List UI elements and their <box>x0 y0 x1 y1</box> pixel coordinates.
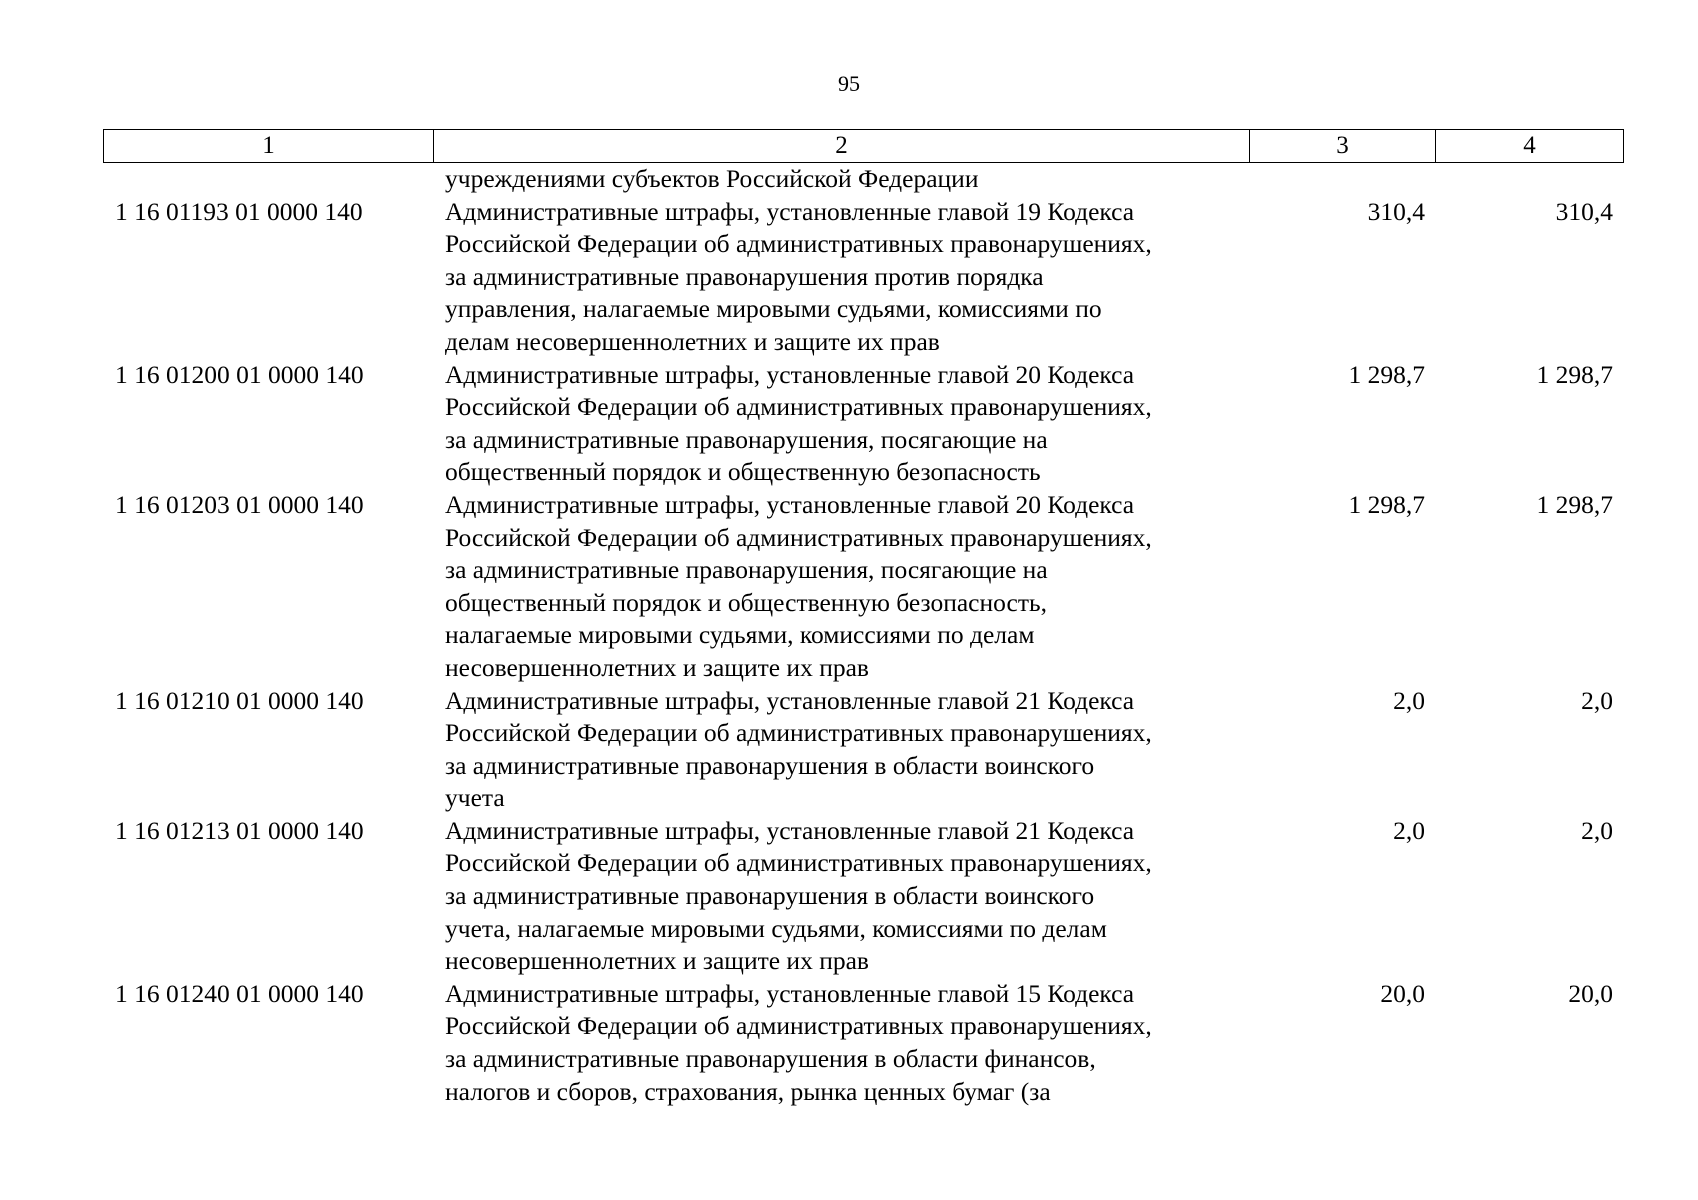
row-value-col3: 1 298,7 <box>1348 359 1425 389</box>
row-value-col4: 310,4 <box>1555 196 1613 226</box>
row-value-col3: 1 298,7 <box>1348 489 1425 519</box>
row-value-col4: 2,0 <box>1581 685 1613 715</box>
row-description: Административные штрафы, установленные главой 20 Кодекса Российской Федерации об административных правонарушениях, за административные правонарушения, посягающие на общественный порядок и общественную безопасность, налагаемые мировыми судьями, комиссиями по делам несовершеннолетних и защите их прав <box>445 489 1152 682</box>
table-row <box>103 196 1623 359</box>
row-value-col3: 2,0 <box>1393 685 1425 715</box>
table-row <box>103 978 1623 1108</box>
continuation-code-cell <box>103 163 433 196</box>
row-code: 1 16 01203 01 0000 140 <box>115 489 364 519</box>
row-description: Административные штрафы, установленные главой 20 Кодекса Российской Федерации об административных правонарушениях, за административные правонарушения, посягающие на общественный порядок и общественную безопасность <box>445 359 1152 487</box>
header-col-2: 2 <box>434 130 1250 163</box>
row-value-col4: 1 298,7 <box>1536 359 1613 389</box>
table-row <box>103 359 1623 489</box>
header-col-1: 1 <box>104 130 434 163</box>
row-description: Административные штрафы, установленные главой 21 Кодекса Российской Федерации об административных правонарушениях, за административные правонарушения в области воинского учета, налагаемые мировыми судьями, комиссиями по делам несовершеннолетних и защите их прав <box>445 815 1152 976</box>
row-code: 1 16 01213 01 0000 140 <box>115 815 364 845</box>
row-value-col3: 2,0 <box>1393 815 1425 845</box>
table-row <box>103 685 1623 815</box>
row-description: Административные штрафы, установленные главой 19 Кодекса Российской Федерации об административных правонарушениях, за административные правонарушения против порядка управления, налагаемые мировыми судьями, комиссиями по делам несовершеннолетних и защите их прав <box>445 196 1152 356</box>
page-number: 95 <box>838 71 860 96</box>
row-value-col3: 20,0 <box>1380 978 1425 1008</box>
row-value-col3: 310,4 <box>1367 196 1425 226</box>
row-code: 1 16 01200 01 0000 140 <box>115 359 364 389</box>
continuation-text: учреждениями субъектов Российской Федерации <box>445 164 979 193</box>
row-value-col4: 20,0 <box>1568 978 1613 1008</box>
row-code: 1 16 01193 01 0000 140 <box>115 196 363 226</box>
table-header <box>103 129 1624 163</box>
table-row <box>103 815 1623 978</box>
row-code: 1 16 01210 01 0000 140 <box>115 685 364 715</box>
row-description: Административные штрафы, установленные главой 15 Кодекса Российской Федерации об административных правонарушениях, за административные правонарушения в области финансов, налогов и сборов, страхования, рынка ценных бумаг (за <box>445 978 1152 1106</box>
row-description: Административные штрафы, установленные главой 21 Кодекса Российской Федерации об административных правонарушениях, за административные правонарушения в области воинского учета <box>445 685 1152 813</box>
header-col-3: 3 <box>1250 130 1436 163</box>
table-row <box>103 489 1623 685</box>
header-row <box>104 130 1624 163</box>
continuation-row <box>103 163 1623 196</box>
revenue-table <box>103 163 1623 1108</box>
row-value-col4: 1 298,7 <box>1536 489 1613 519</box>
row-value-col4: 2,0 <box>1581 815 1613 845</box>
row-code: 1 16 01240 01 0000 140 <box>115 978 364 1008</box>
header-col-4: 4 <box>1436 130 1624 163</box>
